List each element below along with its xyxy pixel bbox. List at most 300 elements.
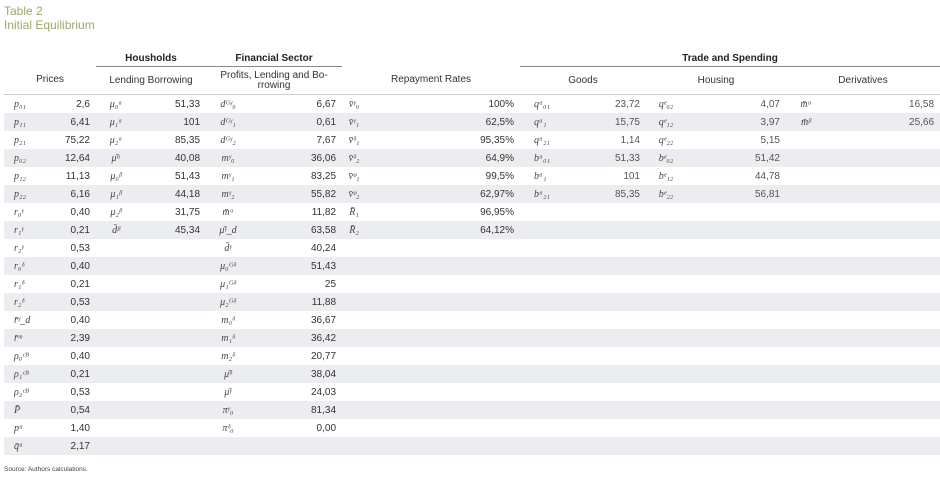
repayment-value xyxy=(366,401,520,419)
price-symbol: ρ₁ᶜᴮ xyxy=(4,365,26,383)
financial-symbol: dᴳᵞ₂ xyxy=(220,134,236,146)
housing-value xyxy=(686,437,786,455)
equilibrium-table-right xyxy=(520,51,940,455)
derivatives-symbol xyxy=(786,257,826,275)
goods-symbol xyxy=(520,365,556,383)
lending-symbol xyxy=(96,329,136,347)
table-caption: Initial Equilibrium xyxy=(4,18,95,32)
repayment-value xyxy=(366,365,520,383)
repayment-value: 62,5% xyxy=(366,113,520,131)
goods-value: 51,33 xyxy=(556,149,646,167)
header-goods: Goods xyxy=(520,67,646,95)
goods-value xyxy=(556,383,646,401)
derivatives-symbol xyxy=(786,419,826,437)
lending-symbol xyxy=(96,257,136,275)
derivatives-value xyxy=(826,437,940,455)
lending-value xyxy=(136,311,206,329)
header-profits-lending-borrowing: Profits, Lending and Bo-rrowing xyxy=(206,67,342,95)
financial-value: 38,04 xyxy=(250,365,342,383)
source-note: Source: Authors calculations. xyxy=(4,466,88,473)
goods-value xyxy=(556,365,646,383)
housing-value xyxy=(686,383,786,401)
repayment-symbol xyxy=(342,275,366,293)
table-row xyxy=(520,221,940,239)
derivatives-value xyxy=(826,131,940,149)
derivatives-symbol xyxy=(786,149,826,167)
lending-symbol xyxy=(96,401,136,419)
goods-value xyxy=(556,293,646,311)
repayment-symbol xyxy=(342,239,366,257)
goods-value xyxy=(556,311,646,329)
housing-value xyxy=(686,203,786,221)
table-number: Table 2 xyxy=(4,4,43,18)
price-value: 0,40 xyxy=(70,206,90,218)
price-value: 11,13 xyxy=(65,170,90,182)
lending-symbol xyxy=(96,275,136,293)
repayment-symbol: R̄₁ xyxy=(349,206,359,218)
housing-value: 56,81 xyxy=(686,185,786,203)
goods-symbol xyxy=(520,419,556,437)
lending-symbol xyxy=(96,239,136,257)
repayment-symbol xyxy=(342,347,366,365)
goods-symbol xyxy=(520,437,556,455)
financial-symbol: mᵞ₁ xyxy=(221,170,235,182)
lending-symbol: d̄ᵝ xyxy=(96,221,136,239)
derivatives-value xyxy=(826,203,940,221)
financial-symbol xyxy=(206,437,250,455)
goods-value xyxy=(556,257,646,275)
repayment-value: 64,12% xyxy=(366,221,520,239)
table-row xyxy=(520,131,940,149)
goods-symbol xyxy=(520,401,556,419)
price-symbol: r₂ᵟ xyxy=(4,293,26,311)
financial-value: 24,03 xyxy=(310,386,337,398)
housing-symbol xyxy=(646,383,686,401)
table-row xyxy=(4,257,520,275)
price-symbol: r̄ᵞ_d xyxy=(14,314,31,326)
repayment-symbol: v̄ᵞ₁ xyxy=(342,113,366,131)
financial-value: 0,00 xyxy=(316,422,337,434)
price-value: 0,40 xyxy=(70,350,90,362)
table-row xyxy=(520,437,940,455)
repayment-value: 99,5% xyxy=(485,170,515,182)
goods-value: 1,14 xyxy=(620,134,640,146)
derivatives-symbol xyxy=(786,329,826,347)
financial-value: 36,67 xyxy=(310,314,337,326)
financial-symbol: μ̄ᵞ xyxy=(224,386,232,398)
lending-value: 51,33 xyxy=(174,98,201,110)
financial-symbol: μ₁ᴳᵟ xyxy=(220,278,236,290)
financial-value: 6,67 xyxy=(316,98,337,110)
housing-symbol: bᵉ₁₂ xyxy=(658,170,674,182)
lending-symbol xyxy=(96,383,136,401)
housing-value xyxy=(686,293,786,311)
financial-symbol: mᵞ₂ xyxy=(206,185,250,203)
table-row xyxy=(4,293,520,311)
lending-value xyxy=(136,275,206,293)
table-row xyxy=(4,131,520,149)
housing-value xyxy=(686,347,786,365)
price-symbol: p₂₁ xyxy=(14,134,26,146)
derivatives-symbol xyxy=(786,167,826,185)
financial-value xyxy=(250,437,342,455)
repayment-value xyxy=(366,311,520,329)
repayment-symbol xyxy=(342,383,366,401)
financial-value: 81,34 xyxy=(250,401,342,419)
housing-symbol xyxy=(646,437,686,455)
derivatives-value xyxy=(826,311,940,329)
repayment-value xyxy=(366,275,520,293)
lending-value: 101 xyxy=(136,113,206,131)
lending-value xyxy=(136,347,206,365)
price-value: 0,54 xyxy=(26,401,96,419)
financial-value: 83,25 xyxy=(310,170,337,182)
repayment-symbol xyxy=(342,419,366,437)
table-row xyxy=(4,383,520,401)
lending-value: 51,43 xyxy=(174,170,201,182)
financial-symbol: μ₂ᴳᵟ xyxy=(206,293,250,311)
housing-symbol xyxy=(646,419,686,437)
repayment-symbol: v̄ᵠ₂ xyxy=(342,185,366,203)
goods-symbol xyxy=(520,275,556,293)
table-row xyxy=(520,419,940,437)
derivatives-symbol xyxy=(786,383,826,401)
repayment-symbol: v̄ᵠ₁ xyxy=(348,170,360,182)
lending-value xyxy=(136,383,206,401)
housing-symbol xyxy=(646,311,686,329)
goods-value: 23,72 xyxy=(614,98,640,110)
table-row xyxy=(4,239,520,257)
derivatives-symbol xyxy=(786,437,826,455)
price-value: 6,41 xyxy=(26,113,96,131)
lending-value xyxy=(136,293,206,311)
table-row xyxy=(4,149,520,167)
lending-symbol: μ₁ᵝ xyxy=(96,185,136,203)
goods-symbol: qᵅ₁ xyxy=(520,113,556,131)
goods-symbol: bᵅ₁ xyxy=(534,170,547,182)
housing-value xyxy=(686,401,786,419)
housing-value xyxy=(686,311,786,329)
housing-symbol xyxy=(646,293,686,311)
goods-symbol xyxy=(520,203,556,221)
price-value: 0,40 xyxy=(26,257,96,275)
financial-value: 20,77 xyxy=(310,350,337,362)
price-value: 12,64 xyxy=(26,149,96,167)
goods-symbol xyxy=(520,239,556,257)
derivatives-value xyxy=(826,239,940,257)
repayment-symbol: v̄ᵟ₂ xyxy=(342,149,366,167)
lending-value xyxy=(136,329,206,347)
price-symbol: r₂ᵞ xyxy=(14,242,24,254)
derivatives-value xyxy=(826,419,940,437)
lending-value: 40,08 xyxy=(136,149,206,167)
price-symbol: P̄ xyxy=(4,401,26,419)
housing-symbol xyxy=(646,203,686,221)
goods-value: 15,75 xyxy=(556,113,646,131)
financial-symbol: μ₀ᴳᵟ xyxy=(206,257,250,275)
price-symbol: ρ₂ᶜᴮ xyxy=(14,386,30,398)
lending-symbol xyxy=(96,437,136,455)
header-repayment-rates: Repayment Rates xyxy=(342,67,520,95)
housing-value xyxy=(686,329,786,347)
housing-symbol xyxy=(646,365,686,383)
derivatives-symbol xyxy=(786,311,826,329)
price-symbol: p₁₁ xyxy=(4,113,26,131)
derivatives-value xyxy=(826,401,940,419)
price-value: 1,40 xyxy=(70,422,90,434)
goods-value xyxy=(556,347,646,365)
header-housing: Housing xyxy=(646,67,786,95)
repayment-value: 62,97% xyxy=(366,185,520,203)
derivatives-value xyxy=(826,221,940,239)
repayment-symbol xyxy=(342,401,366,419)
housing-value xyxy=(686,257,786,275)
goods-value xyxy=(556,203,646,221)
derivatives-symbol xyxy=(786,275,826,293)
derivatives-symbol xyxy=(786,401,826,419)
repayment-value xyxy=(366,437,520,455)
repayment-symbol xyxy=(342,365,366,383)
table-row xyxy=(520,185,940,203)
table-row xyxy=(520,95,940,114)
derivatives-value xyxy=(826,293,940,311)
lending-symbol: μ₂ᵝ xyxy=(110,206,122,218)
lending-value: 85,35 xyxy=(174,134,201,146)
lending-value xyxy=(136,419,206,437)
price-symbol: r₀ᵞ xyxy=(14,206,24,218)
goods-symbol xyxy=(520,221,556,239)
derivatives-value xyxy=(826,347,940,365)
price-symbol: q̄ᵅ xyxy=(4,437,26,455)
price-value: 2,17 xyxy=(26,437,96,455)
left-table-panel xyxy=(4,51,520,455)
table-row xyxy=(520,347,940,365)
financial-symbol: dᴳᵞ₀ xyxy=(220,98,236,110)
goods-value xyxy=(556,329,646,347)
derivatives-value xyxy=(826,275,940,293)
financial-symbol: μ̄ᵞ_d xyxy=(206,221,250,239)
table-row xyxy=(520,311,940,329)
lending-symbol: μ̄ᵅ xyxy=(96,149,136,167)
table-row xyxy=(4,347,520,365)
financial-value: 0,61 xyxy=(250,113,342,131)
housing-value: 51,42 xyxy=(686,149,786,167)
goods-symbol: qᵅ₂₁ xyxy=(534,134,550,146)
header-lending-borrowing: Lending Borrowing xyxy=(96,67,206,95)
financial-value: 7,67 xyxy=(316,134,337,146)
lending-value xyxy=(136,365,206,383)
housing-symbol: bᵉ₀₂ xyxy=(646,149,686,167)
goods-value xyxy=(556,419,646,437)
financial-value: 36,06 xyxy=(250,149,342,167)
price-value: 2,6 xyxy=(76,98,90,110)
housing-symbol xyxy=(646,239,686,257)
repayment-symbol xyxy=(342,257,366,275)
right-table-panel xyxy=(520,51,940,455)
repayment-value xyxy=(366,329,520,347)
price-symbol: pᵅ xyxy=(14,422,23,434)
price-value: 0,21 xyxy=(70,278,90,290)
financial-value: 40,24 xyxy=(310,242,337,254)
housing-value: 44,78 xyxy=(754,170,780,182)
lending-value xyxy=(136,401,206,419)
lending-symbol xyxy=(96,311,136,329)
goods-value xyxy=(556,437,646,455)
table-row xyxy=(520,203,940,221)
financial-symbol: m₀ᵟ xyxy=(221,314,235,326)
housing-symbol xyxy=(646,221,686,239)
table-row xyxy=(520,329,940,347)
repayment-value xyxy=(366,257,520,275)
goods-value xyxy=(556,239,646,257)
group-financial-sector: Financial Sector xyxy=(206,51,342,67)
table-row xyxy=(520,293,940,311)
price-value: 2,39 xyxy=(26,329,96,347)
repayment-value xyxy=(366,347,520,365)
derivatives-symbol xyxy=(786,185,826,203)
repayment-symbol xyxy=(342,293,366,311)
housing-symbol: bᵉ₂₂ xyxy=(646,185,686,203)
repayment-value xyxy=(366,419,520,437)
financial-symbol: m̄ᵅ xyxy=(222,206,234,218)
financial-symbol: m₂ᵟ xyxy=(221,350,235,362)
repayment-value: 100% xyxy=(488,98,515,110)
table-row xyxy=(4,311,520,329)
repayment-value: 95,35% xyxy=(480,134,515,146)
repayment-symbol: v̄ᵞ₀ xyxy=(348,98,360,110)
derivatives-symbol xyxy=(786,347,826,365)
price-symbol: ρ₀ᶜᴮ xyxy=(14,350,30,362)
group-trade-spending: Trade and Spending xyxy=(520,51,940,67)
goods-value: 101 xyxy=(623,170,640,182)
table-row xyxy=(520,149,940,167)
price-symbol: p₀₁ xyxy=(14,98,26,110)
price-value: 0,21 xyxy=(26,365,96,383)
housing-value: 5,15 xyxy=(760,134,780,146)
lending-value: 45,34 xyxy=(136,221,206,239)
housing-symbol: qᵉ₀₂ xyxy=(658,98,674,110)
derivatives-symbol xyxy=(786,293,826,311)
repayment-symbol: R̄₂ xyxy=(342,221,366,239)
lending-symbol: μ₂ᵅ xyxy=(109,134,123,146)
housing-symbol xyxy=(646,347,686,365)
repayment-value xyxy=(366,383,520,401)
table-row xyxy=(4,419,520,437)
financial-value: 55,82 xyxy=(250,185,342,203)
goods-symbol: bᵅ₂₁ xyxy=(520,185,556,203)
table-title xyxy=(4,4,95,32)
financial-value: 11,82 xyxy=(311,206,337,218)
derivatives-value xyxy=(826,149,940,167)
housing-value xyxy=(686,239,786,257)
goods-symbol xyxy=(520,257,556,275)
table-row xyxy=(4,401,520,419)
goods-symbol xyxy=(520,329,556,347)
price-value: 0,40 xyxy=(70,314,90,326)
repayment-value xyxy=(366,293,520,311)
repayment-value: 96,95% xyxy=(480,206,515,218)
table-row xyxy=(520,113,940,131)
table-row xyxy=(4,95,520,114)
goods-symbol: qᵅ₀₁ xyxy=(534,98,550,110)
financial-symbol: mᵞ₀ xyxy=(206,149,250,167)
price-symbol: p₀₂ xyxy=(4,149,26,167)
derivatives-value xyxy=(826,329,940,347)
goods-symbol xyxy=(520,293,556,311)
housing-value xyxy=(686,419,786,437)
table-row xyxy=(520,257,940,275)
financial-value: 51,43 xyxy=(250,257,342,275)
table-row xyxy=(520,401,940,419)
price-value: 0,53 xyxy=(26,293,96,311)
lending-symbol xyxy=(96,419,136,437)
lending-value: 31,75 xyxy=(174,206,201,218)
table-row xyxy=(4,167,520,185)
repayment-value xyxy=(366,239,520,257)
price-symbol: r₁ᵟ xyxy=(14,278,25,290)
housing-value xyxy=(686,365,786,383)
derivatives-value: 16,58 xyxy=(909,98,935,110)
table-row xyxy=(4,113,520,131)
table-row xyxy=(4,437,520,455)
goods-value: 85,35 xyxy=(556,185,646,203)
table-row xyxy=(4,275,520,293)
lending-symbol xyxy=(96,293,136,311)
housing-value: 4,07 xyxy=(760,98,780,110)
price-value: 6,16 xyxy=(26,185,96,203)
repayment-value: 64,9% xyxy=(366,149,520,167)
housing-value: 3,97 xyxy=(686,113,786,131)
housing-value xyxy=(686,275,786,293)
lending-symbol xyxy=(96,347,136,365)
derivatives-symbol xyxy=(786,203,826,221)
goods-symbol xyxy=(520,347,556,365)
goods-symbol xyxy=(520,383,556,401)
table-row xyxy=(4,185,520,203)
goods-value xyxy=(556,275,646,293)
financial-value: 25 xyxy=(324,278,337,290)
derivatives-symbol xyxy=(786,365,826,383)
table-row xyxy=(4,203,520,221)
derivatives-value xyxy=(826,365,940,383)
housing-symbol xyxy=(646,275,686,293)
price-value: 0,53 xyxy=(70,242,90,254)
financial-value: 11,88 xyxy=(250,293,342,311)
derivatives-symbol xyxy=(786,131,826,149)
price-symbol: r̄ᵐ xyxy=(4,329,26,347)
table-row xyxy=(520,239,940,257)
financial-symbol: dᴳᵞ₁ xyxy=(206,113,250,131)
lending-value xyxy=(136,437,206,455)
repayment-symbol xyxy=(342,329,366,347)
goods-symbol: bᵅ₀₁ xyxy=(520,149,556,167)
goods-symbol xyxy=(520,311,556,329)
derivatives-symbol: m̄ᵅ xyxy=(800,98,812,110)
table-row xyxy=(520,167,940,185)
housing-symbol: qᵉ₁₂ xyxy=(646,113,686,131)
price-value: 75,22 xyxy=(64,134,90,146)
derivatives-symbol: m̄ᵝ xyxy=(786,113,826,131)
housing-symbol xyxy=(646,257,686,275)
goods-value xyxy=(556,221,646,239)
housing-symbol: qᵉ₂₂ xyxy=(658,134,674,146)
table-row xyxy=(4,365,520,383)
derivatives-symbol xyxy=(786,239,826,257)
lending-symbol: μ₀ᵅ xyxy=(109,98,123,110)
financial-symbol: πᵞ₀ xyxy=(206,401,250,419)
price-symbol: p₂₂ xyxy=(4,185,26,203)
derivatives-value xyxy=(826,383,940,401)
